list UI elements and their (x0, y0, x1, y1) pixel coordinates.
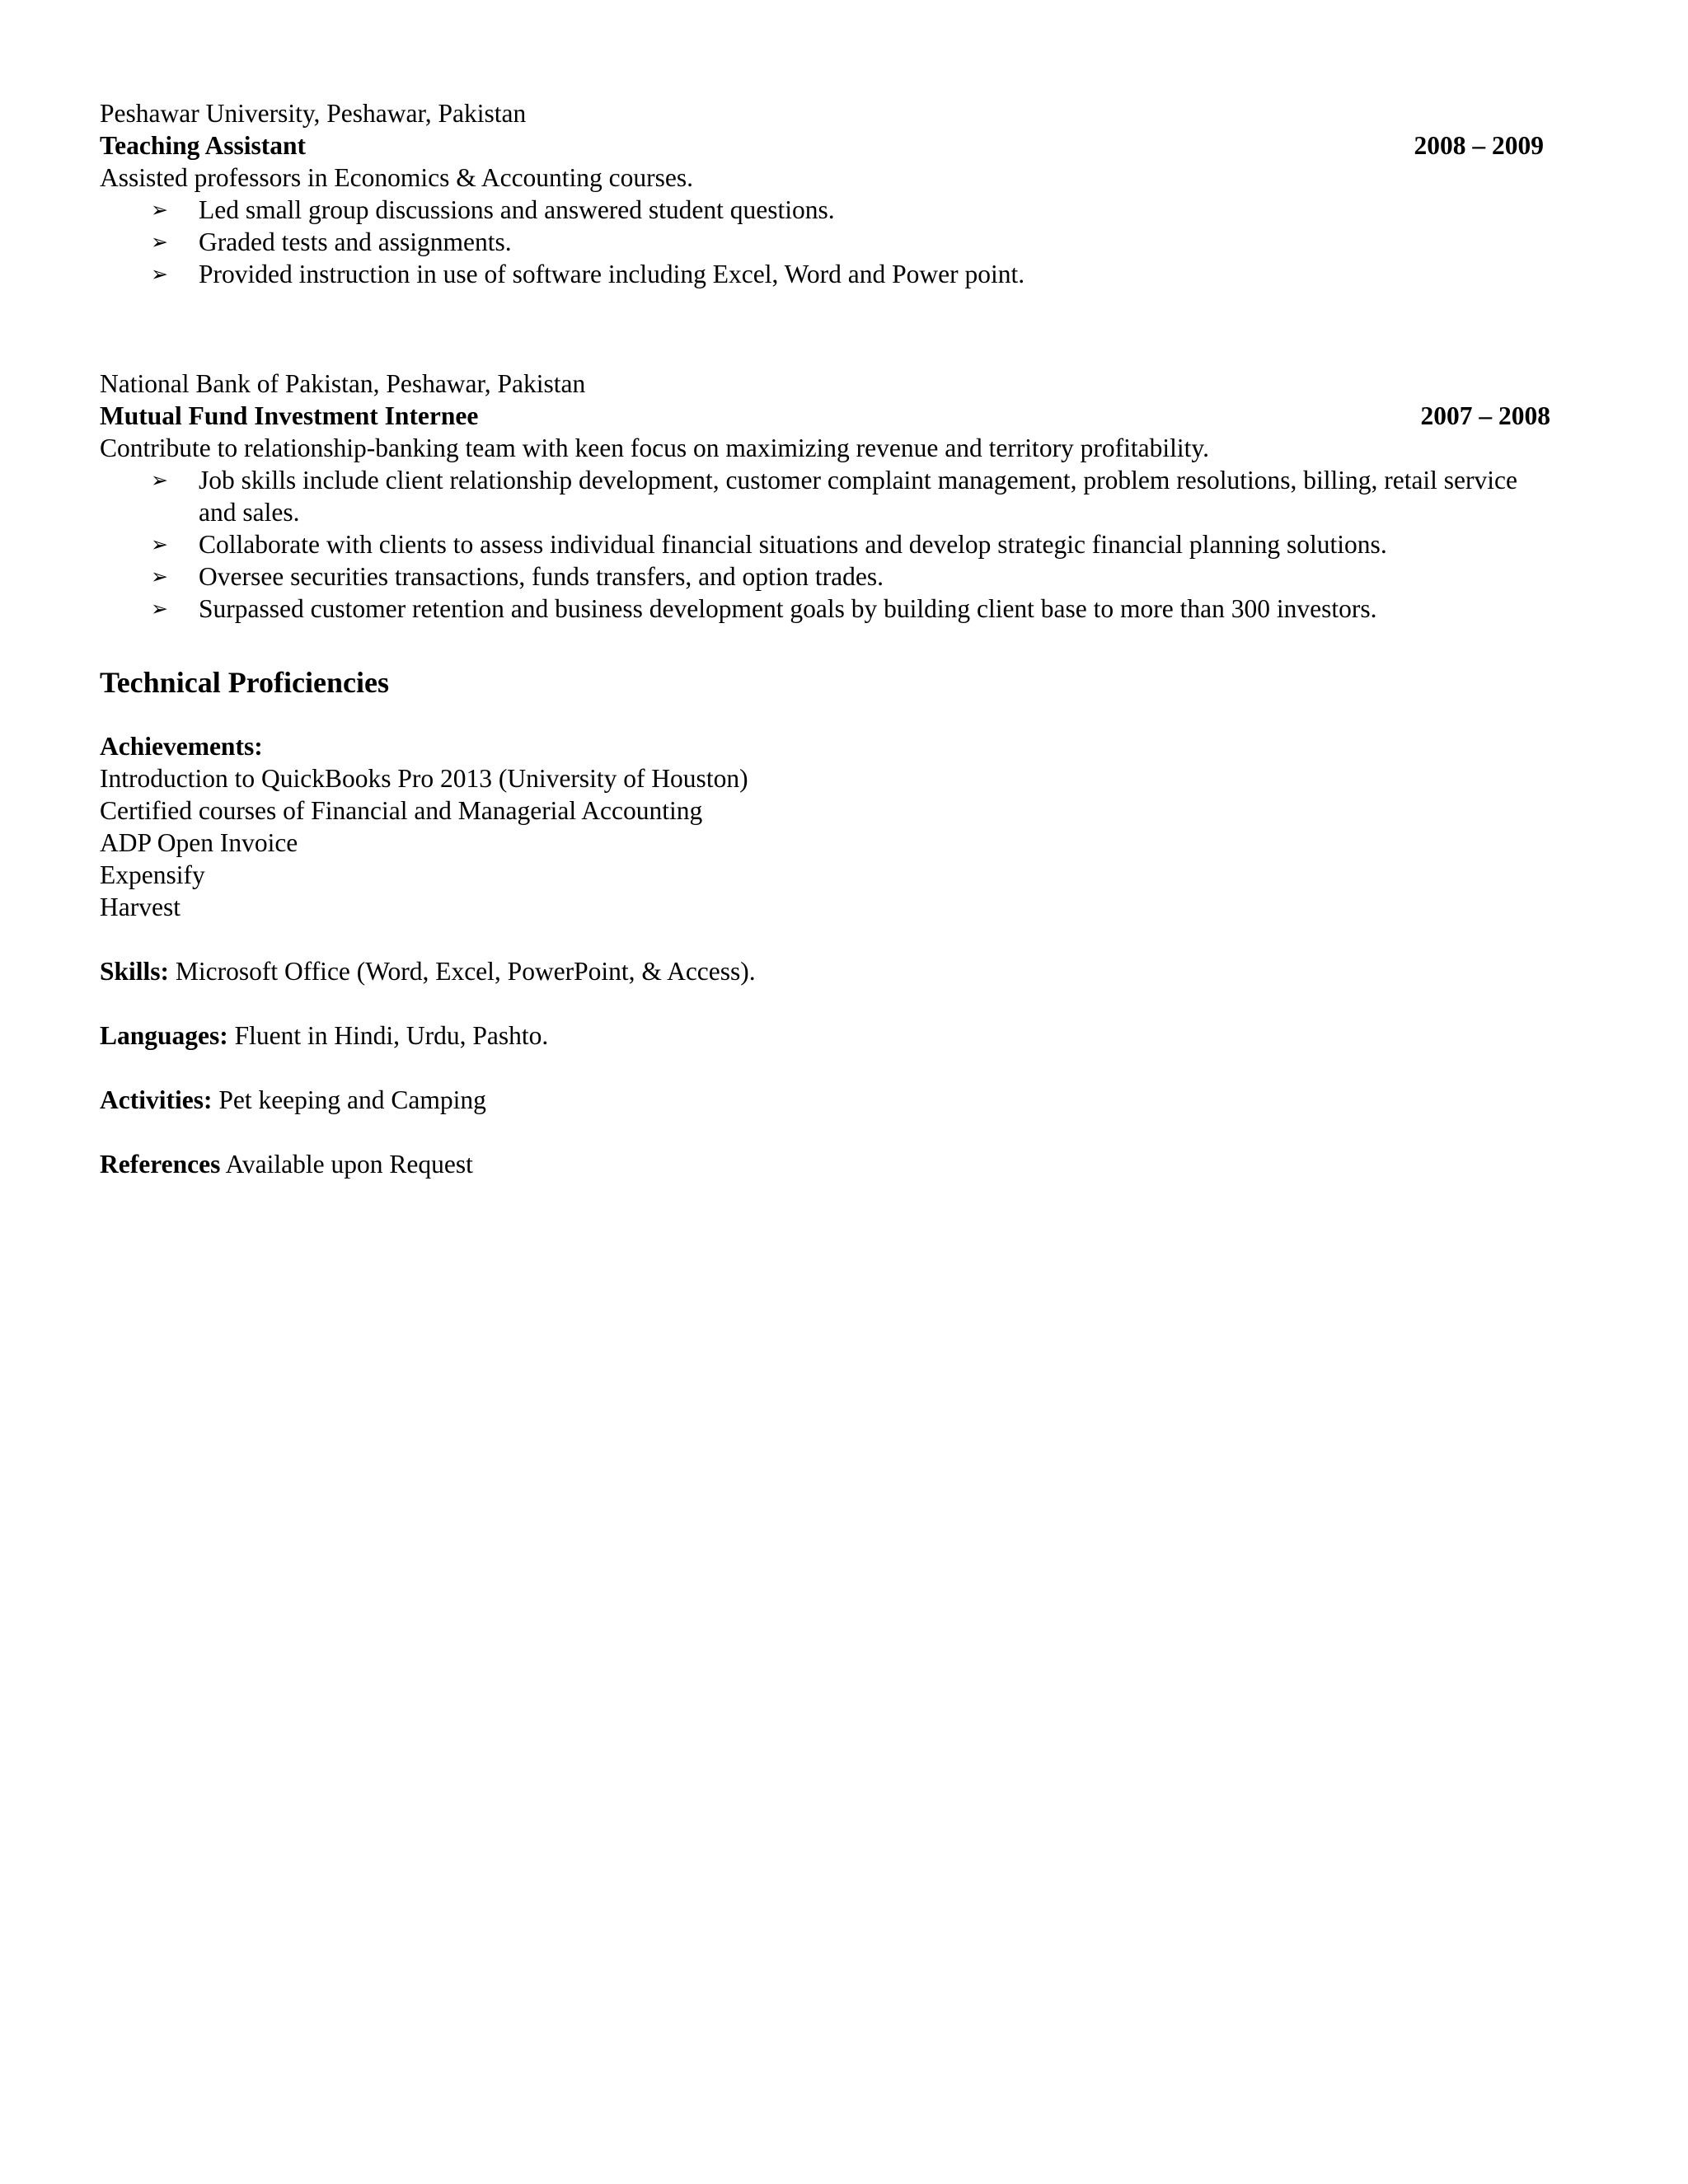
job-entry-mutual-fund-internee (100, 368, 1550, 625)
list-item: ➢ Oversee securities transactions, funds transfers, and option trades. (151, 562, 884, 591)
job-title-row (100, 129, 1550, 162)
list-item: Introduction to QuickBooks Pro 2013 (University of Houston) (100, 764, 748, 793)
list-item: ➢ Job skills include client relationship development, customer complaint management, problem resolutions, billing, retail service and sales. (151, 466, 1517, 527)
arrow-bullet-icon: ➢ (151, 230, 168, 254)
spacer (100, 923, 1550, 955)
activities-label: Activities: (100, 1085, 213, 1114)
job-entry-teaching-assistant (100, 97, 1550, 290)
job-organization: National Bank of Pakistan, Peshawar, Pakistan (100, 369, 586, 398)
languages-line (100, 1019, 1550, 1052)
spacer (100, 290, 1550, 368)
job-summary: Contribute to relationship-banking team with keen focus on maximizing revenue and territory profitability. (100, 434, 1209, 462)
skills-text: Microsoft Office (Word, Excel, PowerPoint, & Access). (175, 957, 756, 986)
spacer (100, 1052, 1550, 1084)
job-bullet-list (100, 194, 1550, 290)
list-item: ➢ Graded tests and assignments. (151, 227, 512, 256)
job-bullet-list (100, 464, 1550, 625)
references-text: Available upon Request (225, 1150, 473, 1179)
skills-line (100, 955, 1550, 987)
arrow-bullet-icon: ➢ (151, 262, 168, 286)
job-dates: 2008 – 2009 (1414, 131, 1544, 160)
references-label: References (100, 1150, 221, 1179)
arrow-bullet-icon: ➢ (151, 468, 168, 492)
list-item: ➢ Led small group discussions and answered student questions. (151, 195, 835, 224)
job-title-row (100, 400, 1550, 432)
list-item: Certified courses of Financial and Managerial Accounting (100, 796, 703, 825)
section-heading-technical: Technical Proficiencies (100, 666, 389, 699)
spacer (100, 1116, 1550, 1148)
arrow-bullet-icon: ➢ (151, 597, 168, 621)
spacer (100, 625, 1550, 664)
arrow-bullet-icon: ➢ (151, 198, 168, 222)
languages-text: Fluent in Hindi, Urdu, Pashto. (234, 1021, 549, 1050)
job-dates: 2007 – 2008 (1420, 401, 1550, 430)
list-item: ➢ Surpassed customer retention and business development goals by building client base to more than 300 investors. (151, 594, 1377, 623)
list-item: ➢ Provided instruction in use of software including Excel, Word and Power point. (151, 260, 1025, 288)
list-item: Expensify (100, 860, 205, 889)
achievements-list (100, 762, 1550, 923)
job-organization: Peshawar University, Peshawar, Pakistan (100, 99, 527, 128)
spacer (100, 701, 1550, 730)
activities-text: Pet keeping and Camping (218, 1085, 486, 1114)
job-title: Mutual Fund Investment Internee (100, 401, 479, 430)
arrow-bullet-icon: ➢ (151, 565, 168, 588)
languages-label: Languages: (100, 1021, 228, 1050)
arrow-bullet-icon: ➢ (151, 532, 168, 556)
list-item: Harvest (100, 893, 181, 921)
list-item: ➢ Collaborate with clients to assess individual financial situations and develop strategic financial planning solutions. (151, 530, 1387, 559)
skills-label: Skills: (100, 957, 170, 986)
activities-line (100, 1084, 1550, 1116)
job-summary: Assisted professors in Economics & Accounting courses. (100, 163, 694, 192)
achievements-label: Achievements: (100, 732, 263, 761)
resume-page (100, 97, 1550, 1180)
references-line (100, 1148, 1550, 1180)
list-item: ADP Open Invoice (100, 828, 298, 857)
spacer (100, 987, 1550, 1019)
job-title: Teaching Assistant (100, 131, 307, 160)
